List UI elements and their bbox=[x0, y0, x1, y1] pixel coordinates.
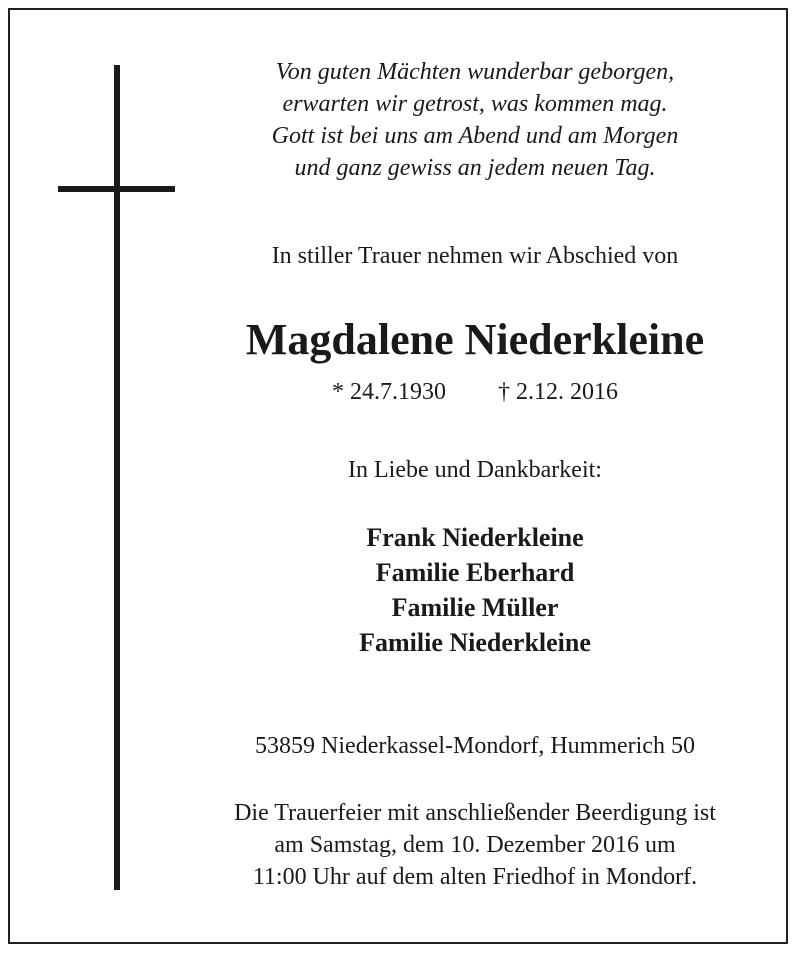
mourner-name: Familie Eberhard bbox=[375, 558, 575, 587]
birth-date: * 24.7.1930 bbox=[332, 379, 446, 405]
address: 53859 Niederkassel-Mondorf, Hummerich 50 bbox=[255, 733, 695, 759]
gratitude-line: In Liebe und Dankbarkeit: bbox=[348, 457, 602, 483]
funeral-line: am Samstag, dem 10. Dezember 2016 um bbox=[274, 832, 676, 858]
mourner-name: Familie Niederkleine bbox=[359, 628, 591, 657]
funeral-line: Die Trauerfeier mit anschließender Beerdigung ist bbox=[234, 800, 716, 826]
death-date: † 2.12. 2016 bbox=[498, 379, 618, 405]
poem-line: Gott ist bei uns am Abend und am Morgen bbox=[271, 123, 679, 149]
cross-horizontal-beam bbox=[58, 186, 175, 192]
poem-line: erwarten wir getrost, was kommen mag. bbox=[282, 91, 668, 117]
funeral-info bbox=[195, 797, 755, 893]
funeral-line: 11:00 Uhr auf dem alten Friedhof in Mondorf. bbox=[252, 864, 698, 890]
farewell-intro: In stiller Trauer nehmen wir Abschied von bbox=[271, 243, 679, 269]
poem-line: Von guten Mächten wunderbar geborgen, bbox=[275, 59, 675, 85]
mourner-name: Familie Müller bbox=[391, 593, 559, 622]
mourner-name: Frank Niederkleine bbox=[366, 523, 584, 552]
poem bbox=[195, 56, 755, 184]
poem-line: und ganz gewiss an jedem neuen Tag. bbox=[294, 155, 656, 181]
deceased-name: Magdalene Niederkleine bbox=[245, 315, 705, 364]
life-dates bbox=[195, 376, 755, 408]
mourners-list bbox=[195, 520, 755, 660]
